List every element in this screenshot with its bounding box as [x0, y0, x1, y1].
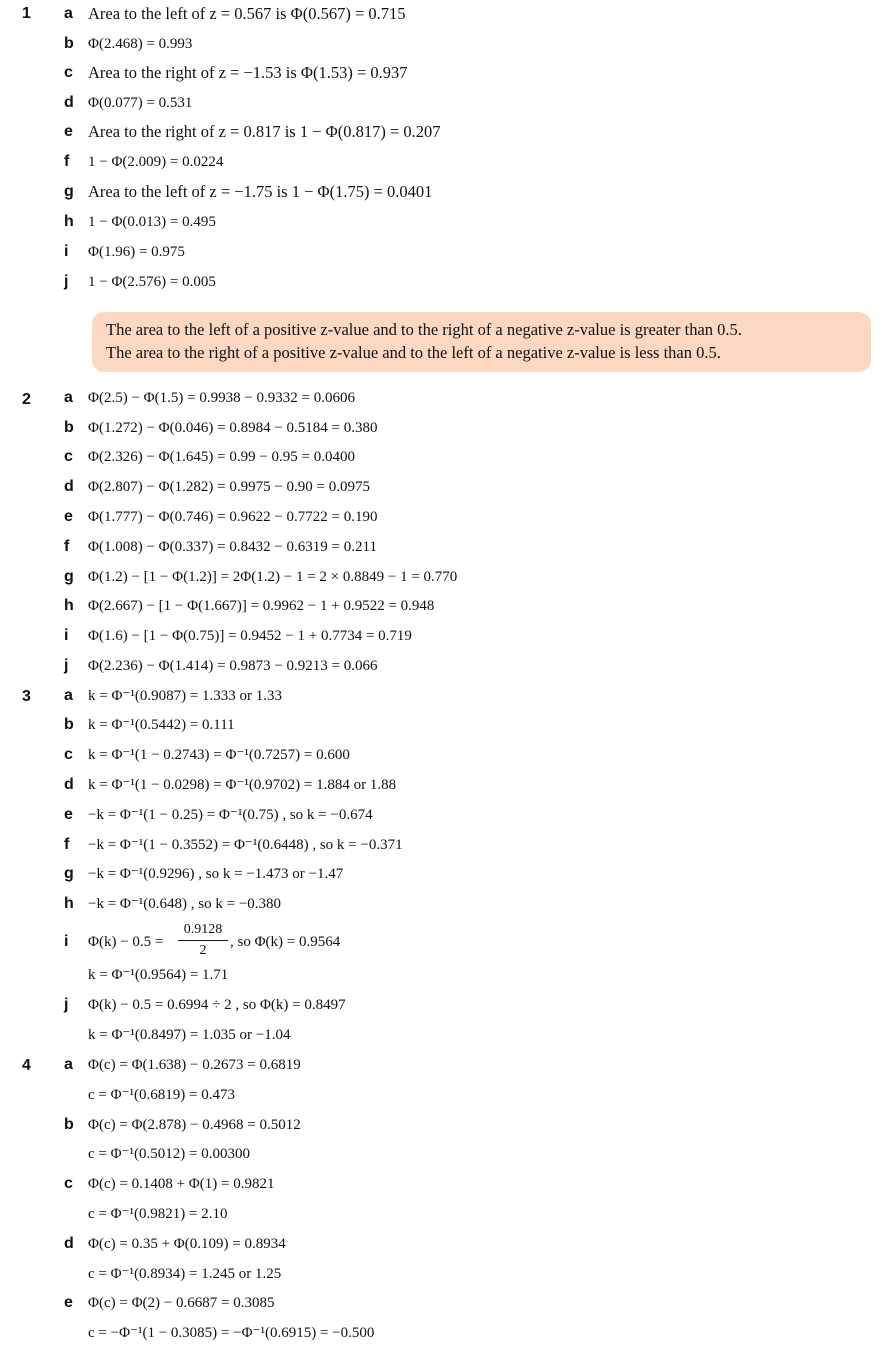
answer-expression: c = Φ⁻¹(0.6819) = 0.473: [88, 1087, 235, 1103]
answer-expression: k = Φ⁻¹(0.9087) = 1.333 or 1.33: [88, 688, 283, 704]
part-label: f: [64, 836, 70, 853]
question-number: 2: [22, 391, 31, 408]
answer-expression: Φ(2.236) − Φ(1.414) = 0.9873 − 0.9213 = 0.066: [88, 658, 378, 674]
part-label: d: [64, 94, 74, 111]
part-label: b: [64, 35, 74, 52]
answer-expression: k = Φ⁻¹(0.5442) = 0.111: [88, 717, 235, 733]
part-label: d: [64, 776, 74, 793]
part-label: c: [64, 1175, 73, 1192]
part-label: d: [64, 1235, 74, 1252]
part-label: f: [64, 153, 70, 170]
answer-expression: Φ(2.5) − Φ(1.5) = 0.9938 − 0.9332 = 0.0606: [88, 390, 355, 406]
part-label: h: [64, 597, 74, 614]
answer-expression: Φ(2.667) − [1 − Φ(1.667)] = 0.9962 − 1 + 0.9522 = 0.948: [88, 598, 435, 614]
answer-expression: −k = Φ⁻¹(0.9296) , so k = −1.473 or −1.47: [88, 866, 344, 882]
answer-expression: c = Φ⁻¹(0.9821) = 2.10: [88, 1206, 228, 1222]
part-label: c: [64, 746, 73, 763]
note-box: [92, 312, 871, 372]
fraction-denominator: 2: [199, 943, 207, 958]
answer-expression: Φ(c) = 0.35 + Φ(0.109) = 0.8934: [88, 1236, 286, 1252]
answer-expression: c = Φ⁻¹(0.8934) = 1.245 or 1.25: [88, 1266, 282, 1282]
answer-expression: Φ(2.326) − Φ(1.645) = 0.99 − 0.95 = 0.0400: [88, 449, 355, 465]
part-label: a: [64, 1056, 73, 1073]
part-label: a: [64, 687, 73, 704]
answer-expression: c = −Φ⁻¹(1 − 0.3085) = −Φ⁻¹(0.6915) = −0.500: [88, 1325, 375, 1341]
part-label: e: [64, 508, 73, 525]
answer-expression: k = Φ⁻¹(0.8497) = 1.035 or −1.04: [88, 1027, 291, 1043]
answer-expression: Φ(c) = Φ(1.638) − 0.2673 = 0.6819: [88, 1057, 301, 1073]
question-number: 4: [22, 1057, 31, 1074]
answer-expression: 1 − Φ(2.576) = 0.005: [88, 274, 216, 290]
question-number: 3: [22, 688, 31, 705]
answer-expression: Φ(1.008) − Φ(0.337) = 0.8432 − 0.6319 = 0.211: [88, 539, 377, 555]
part-label: b: [64, 716, 74, 733]
part-label: b: [64, 419, 74, 436]
expression-before: Φ(k) − 0.5 =: [88, 934, 164, 950]
part-label: h: [64, 895, 74, 912]
note-line: The area to the right of a positive z-value and to the left of a negative z-value is less than 0.5.: [106, 343, 721, 362]
answer-expression: Φ(1.6) − [1 − Φ(0.75)] = 0.9452 − 1 + 0.7734 = 0.719: [88, 628, 412, 644]
note-line: The area to the left of a positive z-value and to the right of a negative z-value is greater than 0.5.: [106, 320, 742, 339]
answer-expression: Φ(1.96) = 0.975: [88, 244, 185, 260]
answer-expression: Φ(1.777) − Φ(0.746) = 0.9622 − 0.7722 = 0.190: [88, 509, 378, 525]
answer-expression: Φ(c) = Φ(2.878) − 0.4968 = 0.5012: [88, 1117, 301, 1133]
part-label: f: [64, 538, 70, 555]
part-label: c: [64, 448, 73, 465]
question-number: 1: [22, 5, 31, 22]
fraction: [178, 920, 228, 961]
answer-expression: k = Φ⁻¹(1 − 0.0298) = Φ⁻¹(0.9702) = 1.884 or 1.88: [88, 777, 397, 793]
part-label: j: [64, 657, 69, 674]
answer-expression: 1 − Φ(0.013) = 0.495: [88, 214, 216, 230]
answer-expression: k = Φ⁻¹(1 − 0.2743) = Φ⁻¹(0.7257) = 0.600: [88, 747, 350, 763]
answer-expression: −k = Φ⁻¹(1 − 0.3552) = Φ⁻¹(0.6448) , so k = −0.371: [88, 837, 403, 853]
part-label: i: [64, 627, 69, 644]
answer-expression: k = Φ⁻¹(0.9564) = 1.71: [88, 967, 229, 983]
part-label: a: [64, 389, 73, 406]
expression-after: , so Φ(k) = 0.9564: [230, 934, 341, 950]
part-label: b: [64, 1116, 74, 1133]
answer-expression: Φ(k) − 0.5 = 0.6994 ÷ 2 , so Φ(k) = 0.8497: [88, 997, 346, 1013]
answer-expression: Area to the right of z = 0.817 is 1 − Φ(0.817) = 0.207: [88, 122, 441, 141]
part-label: e: [64, 1294, 73, 1311]
part-label: e: [64, 123, 73, 140]
answer-expression: Φ(c) = Φ(2) − 0.6687 = 0.3085: [88, 1295, 275, 1311]
answer-expression: Φ(c) = 0.1408 + Φ(1) = 0.9821: [88, 1176, 275, 1192]
answer-expression: Area to the right of z = −1.53 is Φ(1.53) = 0.937: [88, 63, 408, 82]
answer-expression: −k = Φ⁻¹(1 − 0.25) = Φ⁻¹(0.75) , so k = −0.674: [88, 807, 373, 823]
part-label: g: [64, 865, 74, 882]
part-label: c: [64, 64, 73, 81]
answer-expression: Φ(2.468) = 0.993: [88, 36, 193, 52]
part-label: e: [64, 806, 73, 823]
answer-expression: Φ(1.272) − Φ(0.046) = 0.8984 − 0.5184 = 0.380: [88, 420, 378, 436]
part-label: j: [64, 996, 69, 1013]
answer-expression: Area to the left of z = −1.75 is 1 − Φ(1.75) = 0.0401: [88, 182, 433, 201]
part-label: g: [64, 568, 74, 585]
part-label: a: [64, 5, 73, 22]
answer-expression: Φ(1.2) − [1 − Φ(1.2)] = 2Φ(1.2) − 1 = 2 × 0.8849 − 1 = 0.770: [88, 569, 458, 585]
part-label: d: [64, 478, 74, 495]
part-label: g: [64, 183, 74, 200]
answer-expression: 1 − Φ(2.009) = 0.0224: [88, 154, 224, 170]
part-label: i: [64, 243, 69, 260]
answer-expression: Area to the left of z = 0.567 is Φ(0.567) = 0.715: [88, 4, 406, 23]
part-label: i: [64, 933, 69, 950]
answer-expression: −k = Φ⁻¹(0.648) , so k = −0.380: [88, 896, 282, 912]
fraction-numerator: 0.9128: [178, 920, 228, 941]
answer-expression: c = Φ⁻¹(0.5012) = 0.00300: [88, 1146, 250, 1162]
part-label: j: [64, 273, 69, 290]
answer-expression: Φ(0.077) = 0.531: [88, 95, 193, 111]
answer-expression: Φ(2.807) − Φ(1.282) = 0.9975 − 0.90 = 0.0975: [88, 479, 370, 495]
part-label: h: [64, 213, 74, 230]
